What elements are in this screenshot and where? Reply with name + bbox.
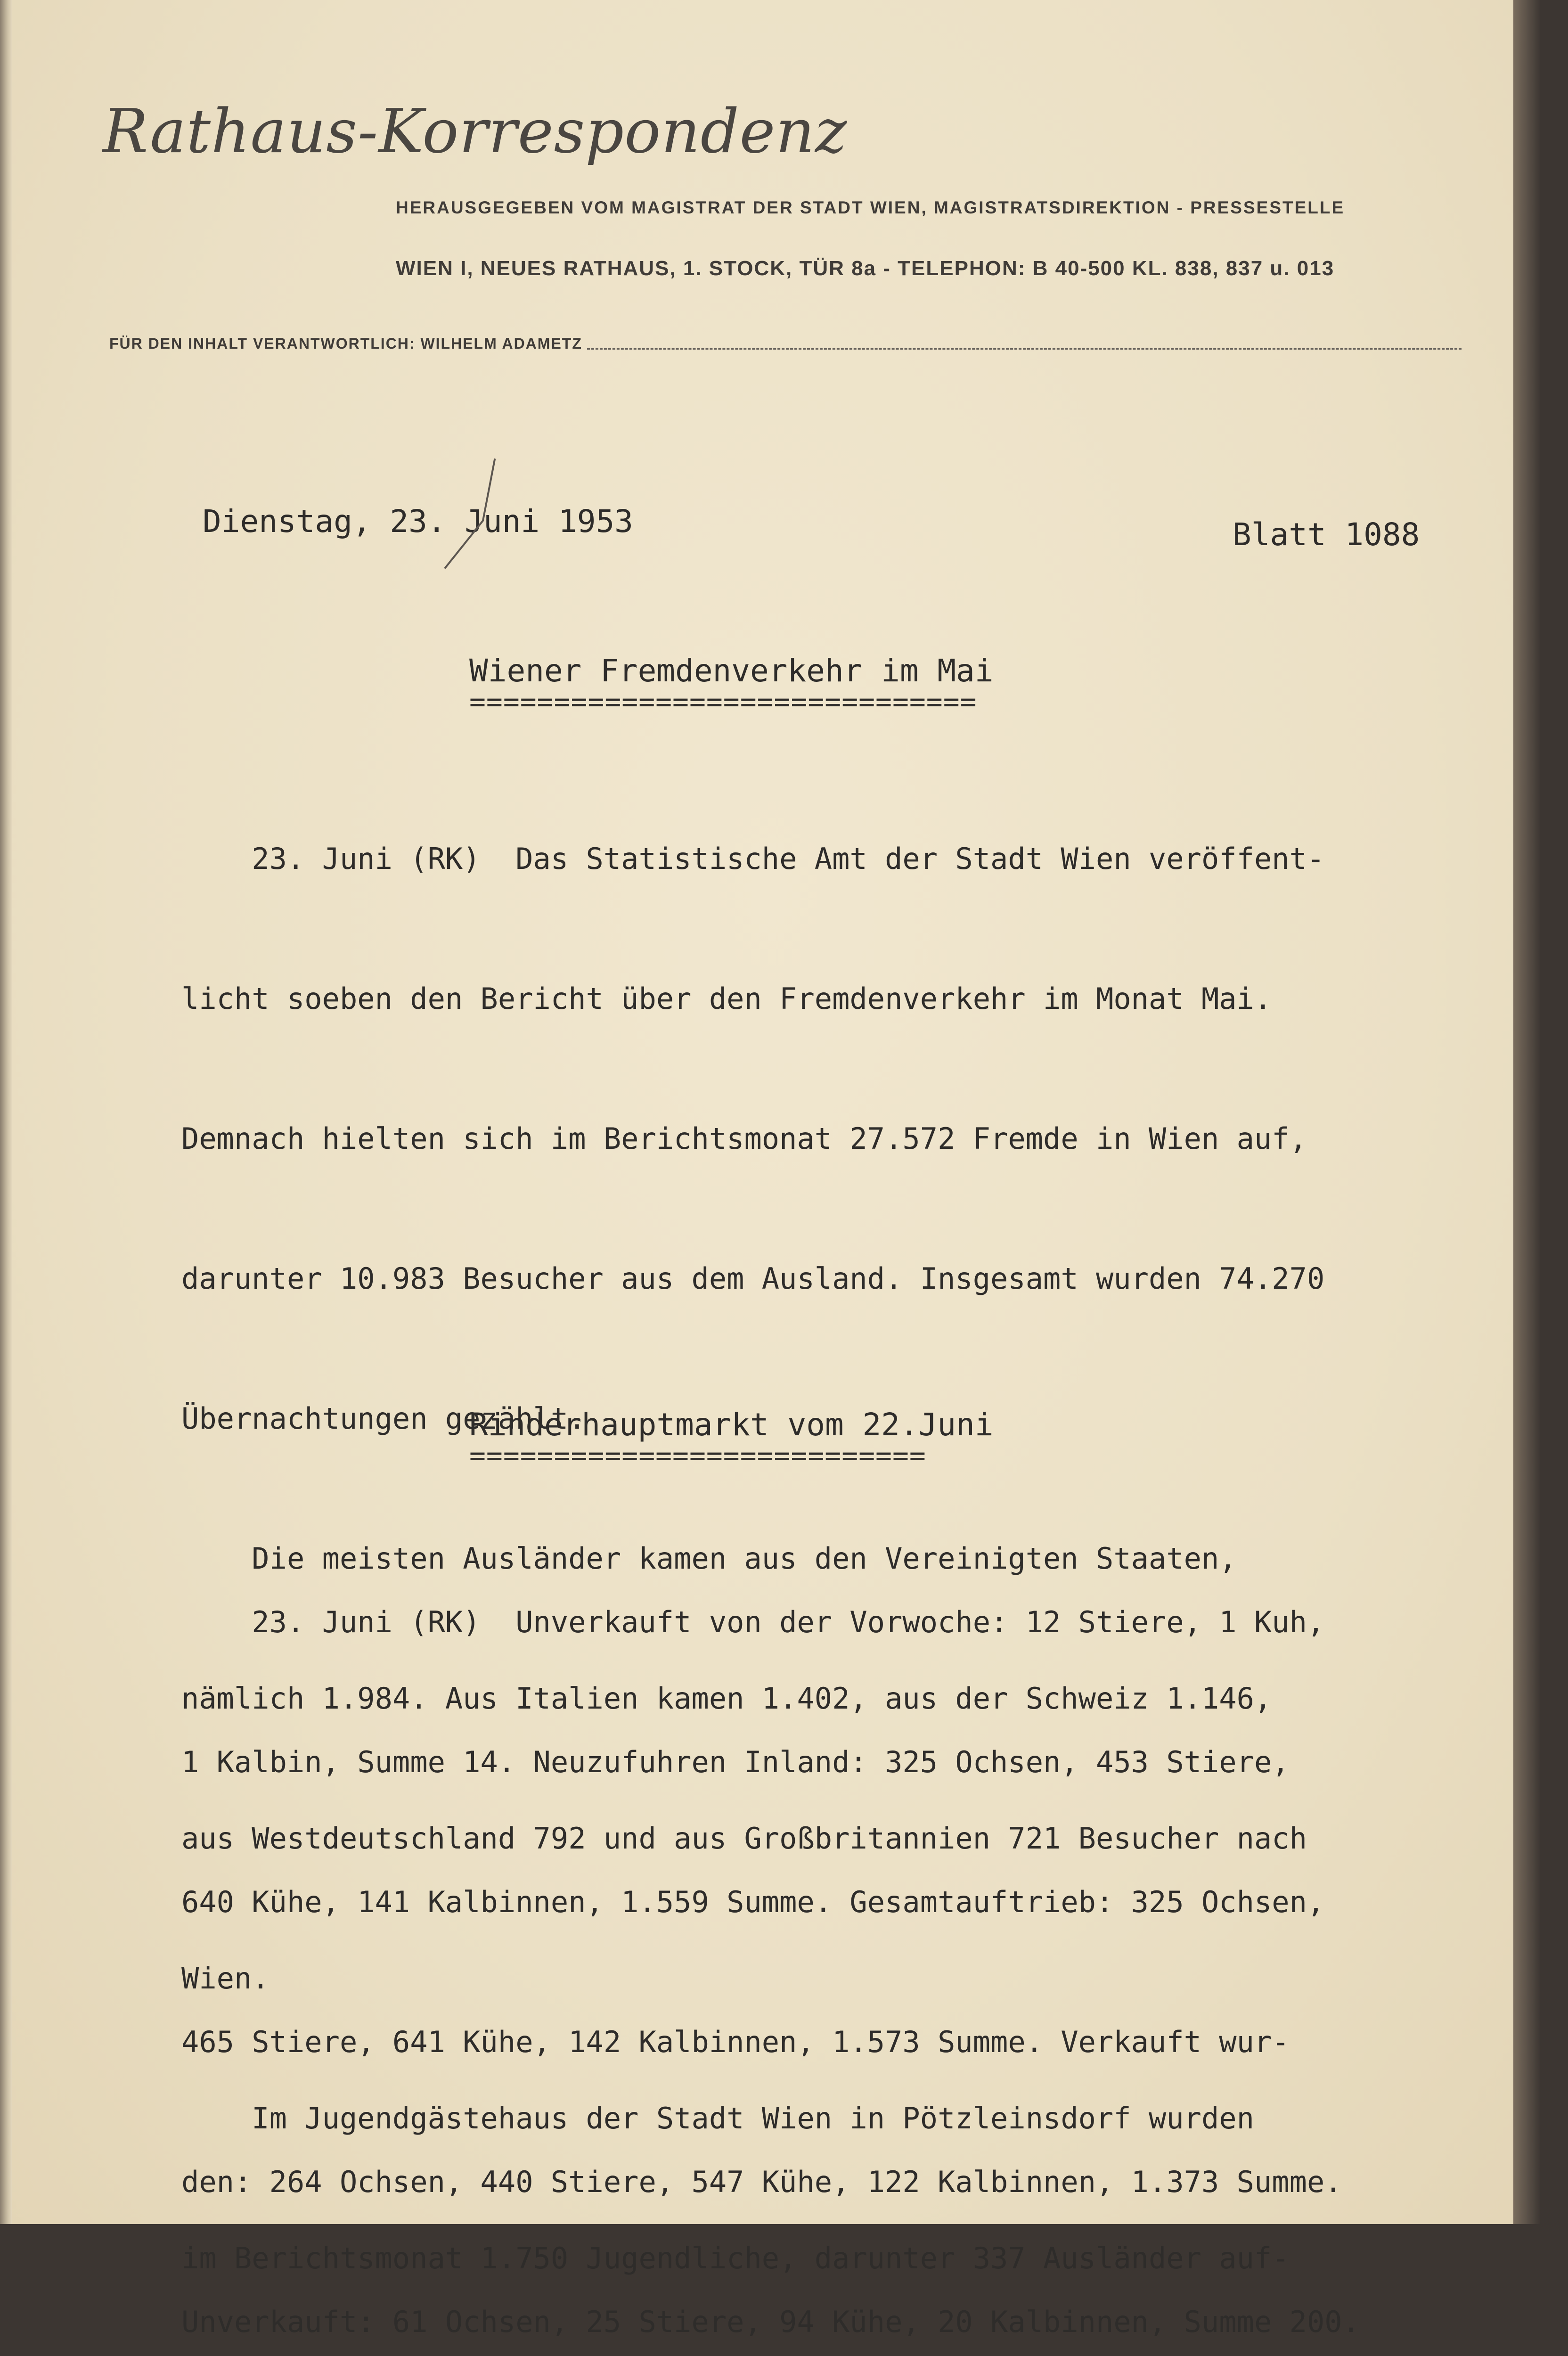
text-line: im Berichtsmonat 1.750 Jugendliche, darunter 337 Ausländer auf- (181, 2241, 1290, 2275)
handwritten-check-mark (424, 459, 509, 582)
text-line: Übernachtungen gezählt. (181, 1401, 586, 1436)
text-line: 465 Stiere, 641 Kühe, 142 Kalbinnen, 1.573 Summe. Verkauft wur- (181, 2025, 1290, 2059)
article-title-tourism: Wiener Fremdenverkehr im Mai (469, 653, 994, 689)
sheet-number: Blatt 1088 (1233, 516, 1420, 553)
binding-edge (0, 0, 12, 2224)
dashed-rule (587, 348, 1462, 350)
text-line: Die meisten Ausländer kamen aus den Vereinigten Staaten, (181, 1541, 1237, 1576)
responsible-row (109, 334, 1462, 352)
title-underline: =========================== (469, 1440, 926, 1472)
title-underline: ============================== (469, 686, 977, 718)
text-line: 23. Juni (RK) Unverkauft von der Vorwoche: 12 Stiere, 1 Kuh, (181, 1605, 1325, 1639)
masthead-title: Rathaus-Korrespondenz (103, 97, 848, 167)
page-edge-shadow (1513, 0, 1541, 2224)
text-line: Unverkauft: 61 Ochsen, 25 Stiere, 94 Kühe, 20 Kalbinnen, Summe 200. (181, 2305, 1360, 2339)
text-line: darunter 10.983 Besucher aus dem Ausland. Insgesamt wurden 74.270 (181, 1261, 1325, 1296)
text-line: nämlich 1.984. Aus Italien kamen 1.402, aus der Schweiz 1.146, (181, 1681, 1272, 1716)
publisher-line: HERAUSGEGEBEN VOM MAGISTRAT DER STADT WIEN, MAGISTRATSDIREKTION - PRESSESTELLE (396, 198, 1345, 217)
text-line: 640 Kühe, 141 Kalbinnen, 1.559 Summe. Gesamtauftrieb: 325 Ochsen, (181, 1885, 1325, 1919)
text-line: Im Jugendgästehaus der Stadt Wien in Pötzleinsdorf wurden (181, 2101, 1254, 2135)
article-body-cattle-market (181, 1505, 1505, 2356)
text-line: 1 Kalbin, Summe 14. Neuzufuhren Inland: 325 Ochsen, 453 Stiere, (181, 1745, 1290, 1779)
issue-date: Dienstag, 23. Juni 1953 (203, 503, 633, 540)
text-line: 23. Juni (RK) Das Statistische Amt der Stadt Wien veröffent- (181, 842, 1325, 876)
text-line: aus Westdeutschland 792 und aus Großbritannien 721 Besucher nach (181, 1821, 1307, 1856)
address-line: WIEN I, NEUES RATHAUS, 1. STOCK, TÜR 8a - TELEPHON: B 40-500 KL. 838, 837 u. 013 (396, 257, 1335, 280)
article-title-cattle-market: Rinderhauptmarkt vom 22.Juni (469, 1407, 994, 1443)
responsible-line: FÜR DEN INHALT VERANTWORTLICH: WILHELM ADAMETZ (109, 335, 582, 352)
text-line: licht soeben den Bericht über den Fremdenverkehr im Monat Mai. (181, 982, 1272, 1016)
text-line: den: 264 Ochsen, 440 Stiere, 547 Kühe, 122 Kalbinnen, 1.373 Summe. (181, 2165, 1342, 2199)
text-line: Wien. (181, 1961, 270, 1996)
text-line: Demnach hielten sich im Berichtsmonat 27.572 Fremde in Wien auf, (181, 1121, 1307, 1156)
